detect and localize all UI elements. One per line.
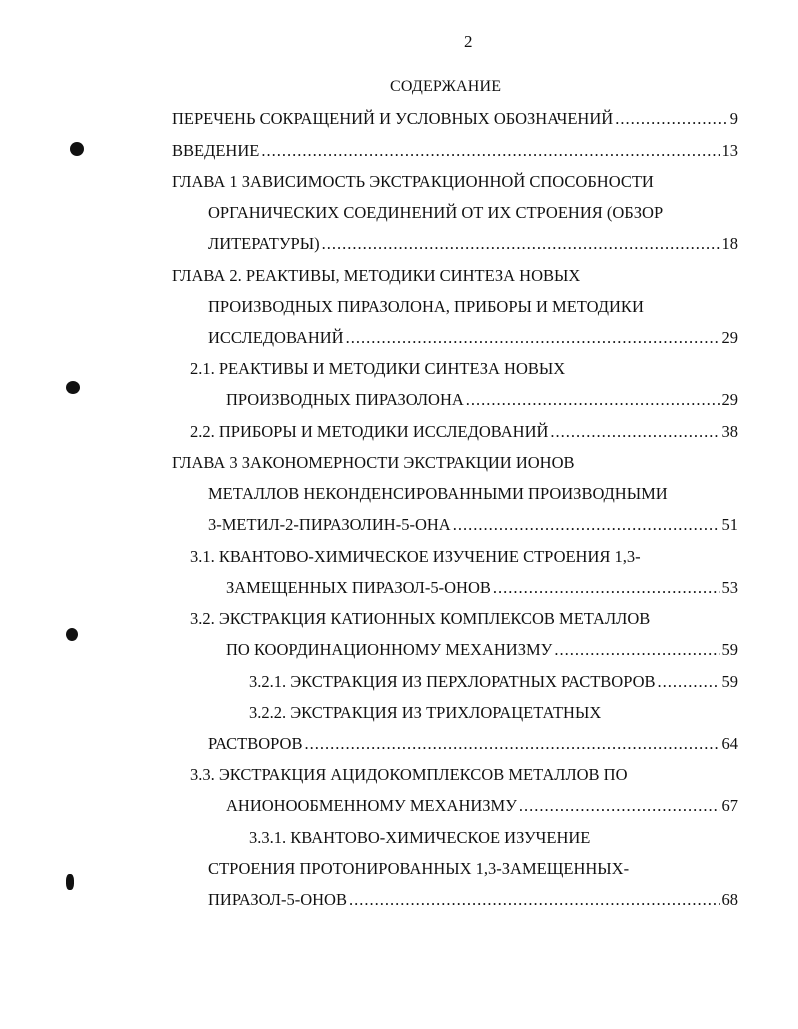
toc-section-2-1-line-1: 2.1. РЕАКТИВЫ И МЕТОДИКИ СИНТЕЗА НОВЫХ xyxy=(190,359,566,378)
toc-page-number: 9 xyxy=(729,109,738,128)
leader-dots xyxy=(466,388,720,412)
leader-dots xyxy=(346,326,720,350)
page-number: 2 xyxy=(464,32,473,51)
toc-entry-section-3-2 xyxy=(226,638,738,662)
leader-dots xyxy=(519,794,720,818)
toc-chapter-1-line-2: ОРГАНИЧЕСКИХ СОЕДИНЕНИЙ ОТ ИХ СТРОЕНИЯ (ОБЗОР xyxy=(208,203,664,222)
scan-blot xyxy=(66,381,80,394)
toc-entry-section-3-1 xyxy=(226,576,738,600)
toc-page-number: 13 xyxy=(721,141,738,160)
toc-page-number: 18 xyxy=(721,234,738,253)
toc-entry-text: 2.2. ПРИБОРЫ И МЕТОДИКИ ИССЛЕДОВАНИЙ xyxy=(190,422,549,441)
toc-entry-chapter-2 xyxy=(208,326,738,350)
toc-section-3-2-2-line-1: 3.2.2. ЭКСТРАКЦИЯ ИЗ ТРИХЛОРАЦЕТАТНЫХ xyxy=(249,703,602,722)
toc-entry-text: ЗАМЕЩЕННЫХ ПИРАЗОЛ-5-ОНОВ xyxy=(226,578,491,597)
leader-dots xyxy=(322,232,720,256)
toc-page-number: 67 xyxy=(721,796,738,815)
toc-chapter-2-line-2: ПРОИЗВОДНЫХ ПИРАЗОЛОНА, ПРИБОРЫ И МЕТОДИКИ xyxy=(208,297,644,316)
toc-page-number: 59 xyxy=(721,672,738,691)
toc-entry-text: ПРОИЗВОДНЫХ ПИРАЗОЛОНА xyxy=(226,390,464,409)
toc-page-number: 64 xyxy=(721,734,738,753)
leader-dots xyxy=(550,420,719,444)
toc-section-3-3-1-line-2: СТРОЕНИЯ ПРОТОНИРОВАННЫХ 1,3-ЗАМЕЩЕННЫХ- xyxy=(208,859,630,878)
toc-page-number: 59 xyxy=(721,640,738,659)
toc-entry-section-2-1 xyxy=(226,388,738,412)
toc-chapter-2-line-1: ГЛАВА 2. РЕАКТИВЫ, МЕТОДИКИ СИНТЕЗА НОВЫХ xyxy=(172,266,581,285)
toc-entry-text: ПЕРЕЧЕНЬ СОКРАЩЕНИЙ И УСЛОВНЫХ ОБОЗНАЧЕНИЙ xyxy=(172,109,614,128)
toc-entry-text: ПО КООРДИНАЦИОННОМУ МЕХАНИЗМУ xyxy=(226,640,553,659)
toc-entry-text: АНИОНООБМЕННОМУ МЕХАНИЗМУ xyxy=(226,796,517,815)
toc-entry-introduction xyxy=(172,139,738,163)
leader-dots xyxy=(493,576,720,600)
toc-entry-chapter-1 xyxy=(208,232,738,256)
toc-chapter-3-line-2: МЕТАЛЛОВ НЕКОНДЕНСИРОВАННЫМИ ПРОИЗВОДНЫМИ xyxy=(208,484,668,503)
toc-entry-section-3-3-1 xyxy=(208,888,738,912)
leader-dots xyxy=(554,638,719,662)
toc-entry-abbreviations xyxy=(172,107,738,131)
toc-page-number: 29 xyxy=(721,328,738,347)
toc-entry-text: ИССЛЕДОВАНИЙ xyxy=(208,328,344,347)
toc-entry-text: 3-МЕТИЛ-2-ПИРАЗОЛИН-5-ОНА xyxy=(208,515,451,534)
leader-dots xyxy=(349,888,720,912)
leader-dots xyxy=(304,732,719,756)
scan-blot xyxy=(66,874,74,890)
scan-blot xyxy=(70,142,84,156)
toc-entry-section-3-3 xyxy=(226,794,738,818)
toc-section-3-2-line-1: 3.2. ЭКСТРАКЦИЯ КАТИОННЫХ КОМПЛЕКСОВ МЕТАЛЛОВ xyxy=(190,609,651,628)
toc-section-3-3-line-1: 3.3. ЭКСТРАКЦИЯ АЦИДОКОМПЛЕКСОВ МЕТАЛЛОВ ПО xyxy=(190,765,628,784)
toc-entry-section-3-2-1 xyxy=(249,670,738,694)
toc-chapter-3-line-1: ГЛАВА 3 ЗАКОНОМЕРНОСТИ ЭКСТРАКЦИИ ИОНОВ xyxy=(172,453,575,472)
toc-section-3-3-1-line-1: 3.3.1. КВАНТОВО-ХИМИЧЕСКОЕ ИЗУЧЕНИЕ xyxy=(249,828,591,847)
toc-page-number: 53 xyxy=(721,578,738,597)
toc-entry-section-3-2-2 xyxy=(208,732,738,756)
toc-entry-chapter-3 xyxy=(208,513,738,537)
leader-dots xyxy=(261,139,719,163)
toc-entry-section-2-2 xyxy=(190,420,738,444)
toc-entry-text: ПИРАЗОЛ-5-ОНОВ xyxy=(208,890,347,909)
scan-blot xyxy=(66,628,78,641)
leader-dots xyxy=(453,513,720,537)
toc-entry-text: ЛИТЕРАТУРЫ) xyxy=(208,234,320,253)
toc-section-3-1-line-1: 3.1. КВАНТОВО-ХИМИЧЕСКОЕ ИЗУЧЕНИЕ СТРОЕНИЯ 1,3- xyxy=(190,547,641,566)
toc-page-number: 51 xyxy=(721,515,738,534)
toc-entry-text: 3.2.1. ЭКСТРАКЦИЯ ИЗ ПЕРХЛОРАТНЫХ РАСТВОРОВ xyxy=(249,672,656,691)
leader-dots xyxy=(658,670,720,694)
toc-page-number: 29 xyxy=(721,390,738,409)
toc-chapter-1-line-1: ГЛАВА 1 ЗАВИСИМОСТЬ ЭКСТРАКЦИОННОЙ СПОСОБНОСТИ xyxy=(172,172,654,191)
toc-entry-text: ВВЕДЕНИЕ xyxy=(172,141,260,160)
toc-entry-text: РАСТВОРОВ xyxy=(208,734,303,753)
toc-page-number: 68 xyxy=(721,890,738,909)
toc-page-number: 38 xyxy=(721,422,738,441)
leader-dots xyxy=(615,107,728,131)
toc-title: СОДЕРЖАНИЕ xyxy=(390,78,502,95)
